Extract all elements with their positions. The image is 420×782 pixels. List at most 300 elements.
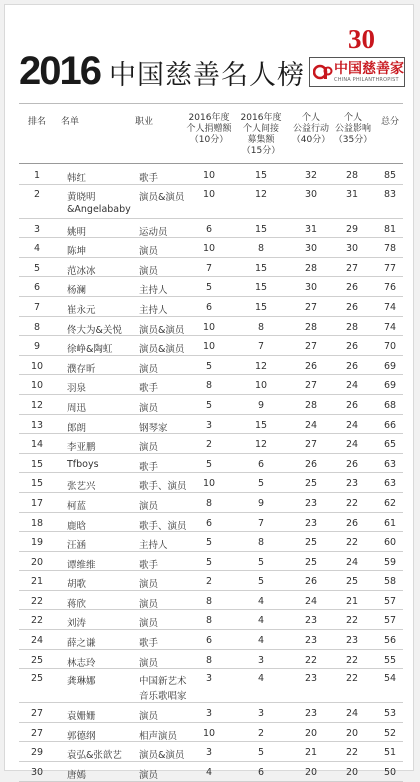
name-cell: 范冰冰 bbox=[67, 265, 96, 277]
influence-score-cell: 22 bbox=[345, 747, 359, 759]
indirect-score-cell: 5 bbox=[257, 478, 265, 490]
column-header-line: （40分） bbox=[291, 135, 331, 145]
table-row bbox=[5, 669, 413, 703]
total-score-cell: 61 bbox=[383, 517, 397, 529]
total-score-cell: 81 bbox=[383, 223, 397, 235]
action-score-cell: 26 bbox=[304, 360, 318, 372]
occupation-cell: 歌手 bbox=[139, 173, 159, 184]
action-score-cell: 26 bbox=[304, 576, 318, 588]
occupation-cell: 演员 bbox=[139, 442, 159, 454]
occupation-cell: 演员&演员 bbox=[139, 324, 185, 336]
rank-cell: 21 bbox=[30, 576, 44, 588]
action-score-cell: 30 bbox=[304, 188, 318, 200]
rank-cell: 14 bbox=[30, 439, 44, 451]
influence-score-cell: 26 bbox=[345, 301, 359, 313]
action-score-cell: 23 bbox=[304, 615, 318, 627]
indirect-score-cell: 7 bbox=[257, 341, 265, 353]
name-cell: 郭德纲 bbox=[67, 730, 96, 742]
column-header-line: 公益影响 bbox=[334, 124, 371, 134]
brand-box bbox=[309, 57, 405, 87]
column-header bbox=[183, 113, 235, 146]
donation-score-cell: 5 bbox=[205, 282, 213, 294]
table-row bbox=[5, 238, 413, 258]
action-score-cell: 28 bbox=[304, 399, 318, 411]
indirect-score-cell: 7 bbox=[257, 517, 265, 529]
name-cell: 柯蓝 bbox=[67, 500, 87, 512]
total-score-cell: 63 bbox=[383, 458, 397, 470]
donation-score-cell: 10 bbox=[202, 478, 216, 490]
influence-score-cell: 26 bbox=[345, 282, 359, 294]
column-header-line: 2016年度 bbox=[240, 113, 282, 123]
action-score-cell: 30 bbox=[304, 243, 318, 255]
total-score-cell: 69 bbox=[383, 360, 397, 372]
name-cell: 韩红 bbox=[67, 173, 87, 184]
rank-cell: 7 bbox=[33, 301, 41, 313]
donation-score-cell: 2 bbox=[205, 576, 213, 588]
total-score-cell: 63 bbox=[383, 478, 397, 490]
occupation-cell: 钢琴家 bbox=[139, 422, 168, 434]
occupation-cell: 歌手 bbox=[139, 461, 159, 473]
table-row bbox=[5, 375, 413, 395]
name-cell: 佟大为&关悦 bbox=[67, 324, 122, 336]
occupation-cell: 演员 bbox=[139, 265, 159, 277]
donation-score-cell: 8 bbox=[205, 615, 213, 627]
ranking-table bbox=[5, 165, 413, 782]
influence-score-cell: 24 bbox=[345, 419, 359, 431]
donation-score-cell: 10 bbox=[202, 727, 216, 739]
issue-number: 30 bbox=[348, 24, 375, 54]
table-row bbox=[5, 571, 413, 591]
header-divider bbox=[19, 103, 403, 104]
table-row bbox=[5, 532, 413, 552]
table-row bbox=[5, 473, 413, 493]
table-row bbox=[5, 513, 413, 533]
table-row bbox=[5, 610, 413, 630]
table-row bbox=[5, 552, 413, 572]
rank-cell: 22 bbox=[30, 615, 44, 627]
total-score-cell: 68 bbox=[383, 399, 397, 411]
donation-score-cell: 7 bbox=[205, 262, 213, 274]
rank-cell: 5 bbox=[33, 262, 41, 274]
indirect-score-cell: 2 bbox=[257, 727, 265, 739]
total-score-cell: 58 bbox=[383, 576, 397, 588]
total-score-cell: 77 bbox=[383, 262, 397, 274]
action-score-cell: 31 bbox=[304, 223, 318, 235]
action-score-cell: 24 bbox=[304, 595, 318, 607]
rank-cell: 9 bbox=[33, 341, 41, 353]
donation-score-cell: 10 bbox=[202, 170, 216, 181]
action-score-cell: 24 bbox=[304, 419, 318, 431]
name-cell: 胡歌 bbox=[67, 579, 87, 591]
indirect-score-cell: 12 bbox=[254, 188, 268, 200]
rank-cell: 30 bbox=[30, 767, 44, 779]
total-score-cell: 56 bbox=[383, 635, 397, 647]
rank-cell: 10 bbox=[30, 360, 44, 372]
brand-mark-icon bbox=[313, 63, 333, 81]
publication-logo bbox=[309, 25, 405, 87]
indirect-score-cell: 4 bbox=[257, 595, 265, 607]
name-cell: &Angelababy bbox=[67, 203, 131, 215]
occupation-cell: 歌手 bbox=[139, 638, 159, 650]
donation-score-cell: 3 bbox=[205, 419, 213, 431]
action-score-cell: 25 bbox=[304, 556, 318, 568]
action-score-cell: 23 bbox=[304, 517, 318, 529]
action-score-cell: 28 bbox=[304, 262, 318, 274]
table-row bbox=[5, 723, 413, 743]
table-row bbox=[5, 317, 413, 337]
ranking-page bbox=[4, 4, 414, 782]
rank-cell: 25 bbox=[30, 673, 44, 685]
influence-score-cell: 23 bbox=[345, 635, 359, 647]
indirect-score-cell: 5 bbox=[257, 576, 265, 588]
action-score-cell: 32 bbox=[304, 170, 318, 181]
influence-score-cell: 24 bbox=[345, 556, 359, 568]
column-header-line: 募集额 bbox=[247, 135, 275, 145]
total-score-cell: 69 bbox=[383, 380, 397, 392]
influence-score-cell: 23 bbox=[345, 478, 359, 490]
name-cell: 谭维维 bbox=[67, 559, 96, 571]
rank-cell: 2 bbox=[33, 188, 41, 200]
total-score-cell: 62 bbox=[383, 497, 397, 509]
donation-score-cell: 6 bbox=[205, 635, 213, 647]
occupation-cell: 歌手 bbox=[139, 559, 159, 571]
rank-cell: 27 bbox=[30, 708, 44, 720]
table-row bbox=[5, 165, 413, 185]
name-cell: 龚琳娜 bbox=[67, 676, 96, 688]
column-header bbox=[19, 117, 55, 128]
name-cell: 杨澜 bbox=[67, 285, 87, 297]
total-score-cell: 60 bbox=[383, 537, 397, 549]
rank-cell: 15 bbox=[30, 478, 44, 490]
indirect-score-cell: 9 bbox=[257, 399, 265, 411]
rank-cell: 1 bbox=[33, 170, 41, 181]
occupation-cell: 歌手、演员 bbox=[139, 481, 187, 493]
action-score-cell: 25 bbox=[304, 478, 318, 490]
indirect-score-cell: 3 bbox=[257, 708, 265, 720]
action-score-cell: 27 bbox=[304, 439, 318, 451]
total-score-cell: 54 bbox=[383, 673, 397, 685]
name-cell: 张艺兴 bbox=[67, 481, 96, 493]
occupation-cell: 主持人 bbox=[139, 285, 168, 297]
header-rule bbox=[19, 163, 403, 164]
column-header bbox=[61, 117, 101, 128]
total-score-cell: 85 bbox=[383, 170, 397, 181]
occupation-cell: 演员 bbox=[139, 500, 159, 512]
name-cell: 崔永元 bbox=[67, 304, 96, 316]
donation-score-cell: 6 bbox=[205, 517, 213, 529]
title-year: 2016 bbox=[19, 49, 100, 93]
donation-score-cell: 6 bbox=[205, 223, 213, 235]
rank-cell: 19 bbox=[30, 537, 44, 549]
occupation-cell: 演员 bbox=[139, 579, 159, 591]
name-cell: 郎朗 bbox=[67, 422, 87, 434]
donation-score-cell: 3 bbox=[205, 708, 213, 720]
indirect-score-cell: 3 bbox=[257, 654, 265, 666]
rank-cell: 4 bbox=[33, 243, 41, 255]
total-score-cell: 70 bbox=[383, 341, 397, 353]
occupation-cell: 主持人 bbox=[139, 304, 168, 316]
column-header-line: 排名 bbox=[27, 117, 46, 127]
indirect-score-cell: 15 bbox=[254, 223, 268, 235]
rank-cell: 24 bbox=[30, 635, 44, 647]
name-cell: 姚明 bbox=[67, 226, 87, 238]
table-row bbox=[5, 219, 413, 239]
brand-name: 中国慈善家 bbox=[334, 61, 404, 77]
name-cell: Tfboys bbox=[67, 458, 99, 470]
column-header-line: 总分 bbox=[380, 117, 399, 127]
influence-score-cell: 21 bbox=[345, 595, 359, 607]
occupation-cell: 演员 bbox=[139, 657, 159, 669]
action-score-cell: 25 bbox=[304, 537, 318, 549]
rank-cell: 6 bbox=[33, 282, 41, 294]
total-score-cell: 53 bbox=[383, 708, 397, 720]
occupation-cell: 演员&演员 bbox=[139, 191, 185, 203]
name-cell: 陈坤 bbox=[67, 246, 87, 258]
table-row bbox=[5, 356, 413, 376]
table-row bbox=[5, 703, 413, 723]
rank-cell: 22 bbox=[30, 595, 44, 607]
influence-score-cell: 30 bbox=[345, 243, 359, 255]
occupation-cell: 演员 bbox=[139, 598, 159, 610]
influence-score-cell: 27 bbox=[345, 262, 359, 274]
donation-score-cell: 5 bbox=[205, 399, 213, 411]
donation-score-cell: 10 bbox=[202, 243, 216, 255]
action-score-cell: 20 bbox=[304, 727, 318, 739]
influence-score-cell: 22 bbox=[345, 673, 359, 685]
indirect-score-cell: 6 bbox=[257, 458, 265, 470]
column-header-line: 个人 bbox=[343, 113, 362, 123]
influence-score-cell: 24 bbox=[345, 439, 359, 451]
total-score-cell: 74 bbox=[383, 321, 397, 333]
column-header-line: （35分） bbox=[333, 135, 373, 145]
table-row bbox=[5, 395, 413, 415]
rank-cell: 18 bbox=[30, 517, 44, 529]
name-cell: 蒋欣 bbox=[67, 598, 87, 610]
column-header-line: （15分） bbox=[241, 146, 281, 156]
table-row bbox=[5, 493, 413, 513]
occupation-cell: 运动员 bbox=[139, 226, 168, 238]
column-header-line: （10分） bbox=[189, 135, 229, 145]
influence-score-cell: 22 bbox=[345, 615, 359, 627]
action-score-cell: 23 bbox=[304, 497, 318, 509]
influence-score-cell: 25 bbox=[345, 576, 359, 588]
action-score-cell: 23 bbox=[304, 708, 318, 720]
indirect-score-cell: 15 bbox=[254, 419, 268, 431]
indirect-score-cell: 15 bbox=[254, 301, 268, 313]
table-header bbox=[5, 109, 413, 161]
indirect-score-cell: 10 bbox=[254, 380, 268, 392]
table-row bbox=[5, 762, 413, 782]
rank-cell: 13 bbox=[30, 419, 44, 431]
page-title: 中国慈善名人榜 bbox=[109, 60, 305, 91]
total-score-cell: 57 bbox=[383, 615, 397, 627]
name-cell: 鹿晗 bbox=[67, 520, 87, 532]
total-score-cell: 59 bbox=[383, 556, 397, 568]
table-row bbox=[5, 336, 413, 356]
table-row bbox=[5, 297, 413, 317]
indirect-score-cell: 12 bbox=[254, 439, 268, 451]
occupation-cell: 中国新艺术 bbox=[139, 676, 187, 688]
donation-score-cell: 3 bbox=[205, 747, 213, 759]
occupation-cell: 主持人 bbox=[139, 540, 168, 552]
action-score-cell: 23 bbox=[304, 635, 318, 647]
total-score-cell: 50 bbox=[383, 767, 397, 779]
occupation-cell: 演员 bbox=[139, 363, 159, 375]
occupation-cell: 演员 bbox=[139, 402, 159, 414]
action-score-cell: 23 bbox=[304, 673, 318, 685]
column-header bbox=[331, 113, 375, 146]
action-score-cell: 21 bbox=[304, 747, 318, 759]
indirect-score-cell: 12 bbox=[254, 360, 268, 372]
occupation-cell: 演员 bbox=[139, 770, 159, 782]
donation-score-cell: 8 bbox=[205, 497, 213, 509]
influence-score-cell: 26 bbox=[345, 458, 359, 470]
influence-score-cell: 24 bbox=[345, 380, 359, 392]
influence-score-cell: 20 bbox=[345, 727, 359, 739]
rank-cell: 3 bbox=[33, 223, 41, 235]
donation-score-cell: 5 bbox=[205, 458, 213, 470]
donation-score-cell: 3 bbox=[205, 673, 213, 685]
rank-cell: 10 bbox=[30, 380, 44, 392]
name-cell: 刘涛 bbox=[67, 618, 87, 630]
column-header-line: 2016年度 bbox=[188, 113, 230, 123]
action-score-cell: 28 bbox=[304, 321, 318, 333]
rank-cell: 17 bbox=[30, 497, 44, 509]
donation-score-cell: 5 bbox=[205, 360, 213, 372]
influence-score-cell: 26 bbox=[345, 399, 359, 411]
occupation-cell: 演员 bbox=[139, 246, 159, 258]
indirect-score-cell: 5 bbox=[257, 556, 265, 568]
total-score-cell: 55 bbox=[383, 654, 397, 666]
influence-score-cell: 24 bbox=[345, 708, 359, 720]
influence-score-cell: 28 bbox=[345, 321, 359, 333]
total-score-cell: 65 bbox=[383, 439, 397, 451]
action-score-cell: 27 bbox=[304, 341, 318, 353]
table-row bbox=[5, 650, 413, 670]
donation-score-cell: 8 bbox=[205, 654, 213, 666]
total-score-cell: 74 bbox=[383, 301, 397, 313]
brand-subtitle: CHINA PHILANTHROPIST bbox=[334, 77, 399, 83]
occupation-cell: 歌手、演员 bbox=[139, 520, 187, 532]
rank-cell: 25 bbox=[30, 654, 44, 666]
total-score-cell: 51 bbox=[383, 747, 397, 759]
occupation-cell: 演员 bbox=[139, 618, 159, 630]
column-header bbox=[287, 113, 335, 146]
influence-score-cell: 22 bbox=[345, 537, 359, 549]
indirect-score-cell: 15 bbox=[254, 282, 268, 294]
rank-cell: 12 bbox=[30, 399, 44, 411]
occupation-cell: 歌手 bbox=[139, 383, 159, 395]
donation-score-cell: 10 bbox=[202, 341, 216, 353]
donation-score-cell: 6 bbox=[205, 301, 213, 313]
action-score-cell: 22 bbox=[304, 654, 318, 666]
total-score-cell: 66 bbox=[383, 419, 397, 431]
influence-score-cell: 20 bbox=[345, 767, 359, 779]
table-row bbox=[5, 277, 413, 297]
name-cell: 唐嫣 bbox=[67, 770, 87, 782]
indirect-score-cell: 4 bbox=[257, 635, 265, 647]
name-cell: 薛之谦 bbox=[67, 638, 96, 650]
donation-score-cell: 8 bbox=[205, 380, 213, 392]
indirect-score-cell: 8 bbox=[257, 243, 265, 255]
donation-score-cell: 5 bbox=[205, 556, 213, 568]
indirect-score-cell: 8 bbox=[257, 537, 265, 549]
influence-score-cell: 22 bbox=[345, 497, 359, 509]
action-score-cell: 20 bbox=[304, 767, 318, 779]
occupation-cell: 演员&演员 bbox=[139, 750, 185, 762]
table-row bbox=[5, 591, 413, 611]
donation-score-cell: 2 bbox=[205, 439, 213, 451]
donation-score-cell: 10 bbox=[202, 321, 216, 333]
donation-score-cell: 4 bbox=[205, 767, 213, 779]
rank-cell: 15 bbox=[30, 458, 44, 470]
name-cell: 黄晓明 bbox=[67, 191, 96, 203]
indirect-score-cell: 9 bbox=[257, 497, 265, 509]
table-row bbox=[5, 434, 413, 454]
indirect-score-cell: 4 bbox=[257, 673, 265, 685]
name-cell: 徐峥&陶虹 bbox=[67, 344, 113, 356]
influence-score-cell: 26 bbox=[345, 341, 359, 353]
column-header bbox=[135, 117, 175, 128]
table-row bbox=[5, 185, 413, 219]
indirect-score-cell: 6 bbox=[257, 767, 265, 779]
occupation-cell: 演员 bbox=[139, 711, 159, 723]
donation-score-cell: 8 bbox=[205, 595, 213, 607]
occupation-cell: 音乐歌唱家 bbox=[139, 691, 187, 703]
column-header-line: 职业 bbox=[135, 117, 154, 127]
influence-score-cell: 28 bbox=[345, 170, 359, 181]
total-score-cell: 78 bbox=[383, 243, 397, 255]
indirect-score-cell: 4 bbox=[257, 615, 265, 627]
indirect-score-cell: 15 bbox=[254, 262, 268, 274]
column-header-line: 名单 bbox=[61, 117, 80, 127]
table-row bbox=[5, 454, 413, 474]
influence-score-cell: 22 bbox=[345, 654, 359, 666]
influence-score-cell: 29 bbox=[345, 223, 359, 235]
page-header bbox=[5, 5, 413, 107]
column-header-line: 公益行动 bbox=[292, 124, 329, 134]
table-row bbox=[5, 630, 413, 650]
indirect-score-cell: 8 bbox=[257, 321, 265, 333]
table-row bbox=[5, 742, 413, 762]
column-header-line: 个人 bbox=[301, 113, 320, 123]
column-header-line: 个人间接 bbox=[242, 124, 279, 134]
row-divider bbox=[19, 781, 403, 782]
total-score-cell: 83 bbox=[383, 188, 397, 200]
action-score-cell: 30 bbox=[304, 282, 318, 294]
table-row bbox=[5, 258, 413, 278]
indirect-score-cell: 15 bbox=[254, 170, 268, 181]
name-cell: 周迅 bbox=[67, 402, 87, 414]
name-cell: 羽泉 bbox=[67, 383, 87, 395]
total-score-cell: 76 bbox=[383, 282, 397, 294]
column-header bbox=[373, 117, 407, 128]
rank-cell: 27 bbox=[30, 727, 44, 739]
influence-score-cell: 31 bbox=[345, 188, 359, 200]
action-score-cell: 26 bbox=[304, 458, 318, 470]
occupation-cell: 演员&演员 bbox=[139, 344, 185, 356]
occupation-cell: 相声演员 bbox=[139, 730, 178, 742]
action-score-cell: 27 bbox=[304, 301, 318, 313]
action-score-cell: 27 bbox=[304, 380, 318, 392]
rank-cell: 29 bbox=[30, 747, 44, 759]
name-cell: 袁姗姗 bbox=[67, 711, 96, 723]
name-cell: 林志玲 bbox=[67, 657, 96, 669]
indirect-score-cell: 5 bbox=[257, 747, 265, 759]
rank-cell: 20 bbox=[30, 556, 44, 568]
column-header-line: 个人捐赠额 bbox=[186, 124, 232, 134]
total-score-cell: 57 bbox=[383, 595, 397, 607]
